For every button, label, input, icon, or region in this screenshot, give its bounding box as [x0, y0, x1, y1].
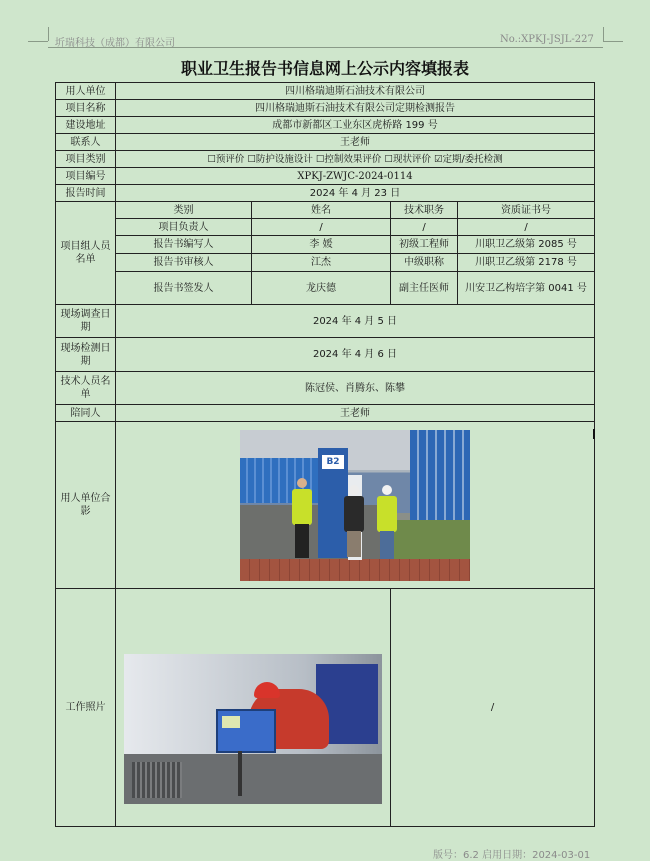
- label-contact: 联系人: [56, 134, 116, 151]
- person-head: [297, 478, 307, 488]
- label-address: 建设地址: [56, 117, 116, 134]
- team-header-cert: 资质证书号: [458, 202, 595, 219]
- header-rule-left: [28, 41, 48, 42]
- photo-instrument-screen: [222, 716, 240, 728]
- label-test-date: 现场检测日期: [56, 338, 116, 372]
- row-project-type: [56, 151, 595, 168]
- team-category: 报告书编写人: [116, 236, 252, 254]
- person-skirt: [347, 531, 361, 557]
- team-header-row: [56, 202, 595, 219]
- row-work-photo: [56, 589, 595, 827]
- value-report-time: 2024 年 4 月 23 日: [116, 185, 595, 202]
- row-group-photo: [56, 422, 595, 589]
- team-cert: /: [458, 219, 595, 236]
- person-legs: [380, 531, 394, 559]
- photo-road: [240, 505, 390, 565]
- value-address: 成都市新都区工业东区虎桥路 199 号: [116, 117, 595, 134]
- person-legs: [295, 524, 309, 558]
- photo-floor-grate: [132, 762, 182, 798]
- row-project-no: [56, 168, 595, 185]
- page-title: 职业卫生报告书信息网上公示内容填报表: [180, 59, 469, 78]
- team-title: /: [391, 219, 458, 236]
- header-doc-number: No.:XPKJ-JSJL-227: [500, 34, 594, 45]
- team-name: 龙庆德: [252, 272, 391, 305]
- label-work-photo: 工作照片: [56, 589, 116, 827]
- label-tech-staff: 技术人员名单: [56, 372, 116, 405]
- team-title: 副主任医师: [391, 272, 458, 305]
- label-project-type: 项目类别: [56, 151, 116, 168]
- team-header-title: 技术职务: [391, 202, 458, 219]
- page-margin-mark: [593, 429, 595, 439]
- group-photo: [240, 430, 470, 581]
- header-company: 圻瑞科技（成都）有限公司: [55, 38, 175, 49]
- value-employer: 四川格瑞迪斯石油技术有限公司: [116, 83, 595, 100]
- table-row: [56, 272, 595, 305]
- team-name: 李 媛: [252, 236, 391, 254]
- header-corner-left: [48, 27, 49, 41]
- team-cert: 川职卫乙级第 2085 号: [458, 236, 595, 254]
- value-tech-staff: 陈冠侯、肖腾东、陈攀: [116, 372, 595, 405]
- photo-tripod: [238, 751, 242, 796]
- header-corner-right: [603, 27, 604, 41]
- work-photo-cell-1: [116, 589, 391, 827]
- team-category: 报告书审核人: [116, 254, 252, 272]
- row-address: [56, 117, 595, 134]
- team-category: 项目负责人: [116, 219, 252, 236]
- table-row: [56, 236, 595, 254]
- value-escort: 王老师: [116, 405, 595, 422]
- photo-sign-label: B2: [322, 455, 344, 469]
- header-rule-right: [603, 41, 623, 42]
- value-project-no: XPKJ-ZWJC-2024-0114: [116, 168, 595, 185]
- label-employer: 用人单位: [56, 83, 116, 100]
- person-vest: [377, 496, 397, 532]
- team-cert: 川职卫乙级第 2178 号: [458, 254, 595, 272]
- row-contact: [56, 134, 595, 151]
- label-project-no: 项目编号: [56, 168, 116, 185]
- work-photo-cell-2: /: [391, 589, 595, 827]
- label-group-photo: 用人单位合影: [56, 422, 116, 589]
- label-project-name: 项目名称: [56, 100, 116, 117]
- team-header-category: 类别: [116, 202, 252, 219]
- team-category: 报告书签发人: [116, 272, 252, 305]
- table-row: [56, 254, 595, 272]
- photo-building-right: [410, 430, 470, 525]
- label-escort: 陪同人: [56, 405, 116, 422]
- person-helmet: [349, 485, 359, 495]
- table-row: [56, 219, 595, 236]
- footer-version: 版号：6.2 启用日期：2024-03-01: [433, 850, 591, 861]
- team-name: 江杰: [252, 254, 391, 272]
- row-employer: [56, 83, 595, 100]
- disclosure-form: [55, 82, 595, 827]
- team-header-name: 姓名: [252, 202, 391, 219]
- photo-brick-path: [240, 559, 470, 581]
- value-survey-date: 2024 年 4 月 5 日: [116, 305, 595, 338]
- team-title: 中级职称: [391, 254, 458, 272]
- team-cert: 川安卫乙构培字第 0041 号: [458, 272, 595, 305]
- person-coat: [344, 496, 364, 532]
- label-team: 项目组人员名单: [56, 202, 116, 305]
- row-project-name: [56, 100, 595, 117]
- row-report-time: [56, 185, 595, 202]
- person-vest: [292, 489, 312, 525]
- label-report-time: 报告时间: [56, 185, 116, 202]
- value-project-type: ☐预评价 ☐防护设施设计 ☐控制效果评价 ☐现状评价 ☑定期/委托检测: [116, 151, 595, 168]
- group-photo-cell: [116, 422, 595, 589]
- row-escort: [56, 405, 595, 422]
- row-test-date: [56, 338, 595, 372]
- label-survey-date: 现场调查日期: [56, 305, 116, 338]
- team-name: /: [252, 219, 391, 236]
- row-tech-staff: [56, 372, 595, 405]
- work-photo: [124, 654, 382, 804]
- value-test-date: 2024 年 4 月 6 日: [116, 338, 595, 372]
- value-contact: 王老师: [116, 134, 595, 151]
- team-title: 初级工程师: [391, 236, 458, 254]
- value-project-name: 四川格瑞迪斯石油技术有限公司定期检测报告: [116, 100, 595, 117]
- person-helmet: [382, 485, 392, 495]
- row-survey-date: [56, 305, 595, 338]
